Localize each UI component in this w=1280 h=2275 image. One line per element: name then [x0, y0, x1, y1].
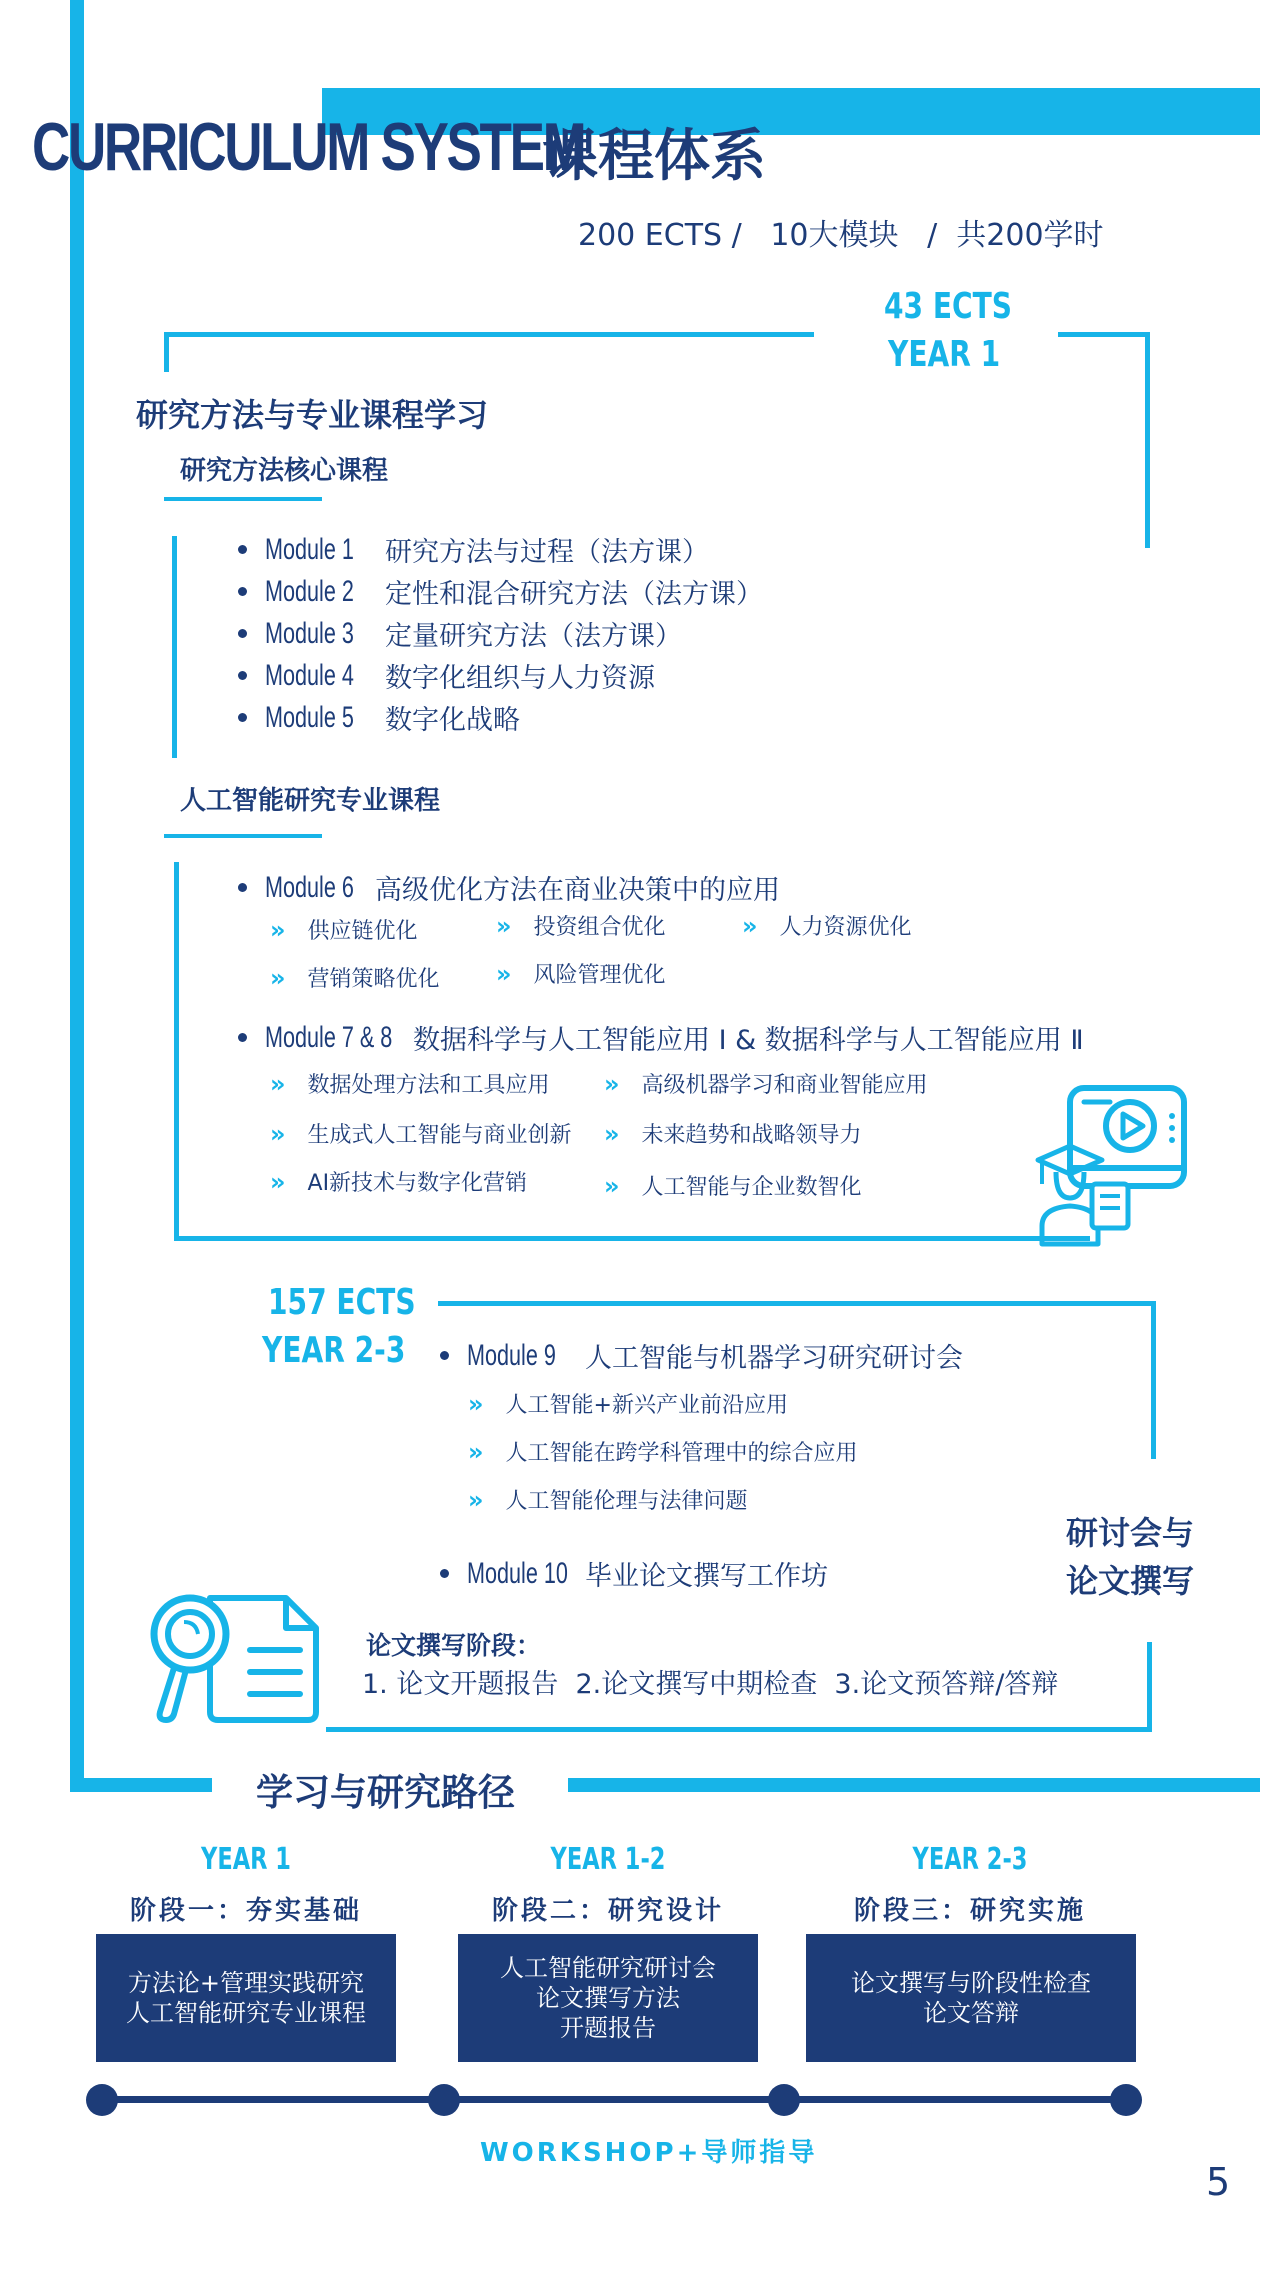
topic-item: » 营销策略优化 — [270, 963, 440, 992]
page-number: 5 — [1206, 2160, 1231, 2204]
ai-box-bottom — [174, 1236, 1090, 1241]
topic-item: » 人工智能与企业数智化 — [604, 1171, 862, 1200]
stage-box — [96, 1934, 396, 2062]
topic-item: » 生成式人工智能与商业创新 — [270, 1119, 572, 1148]
topic-item: » 供应链优化 — [270, 915, 418, 944]
page-title-cn: 课程体系 — [542, 124, 766, 189]
topic-item: » 未来趋势和战略领导力 — [604, 1119, 862, 1148]
timeline-dot — [1110, 2084, 1142, 2116]
topic-item: » 数据处理方法和工具应用 — [270, 1069, 550, 1098]
stage-line: 论文撰写与阶段性检查 — [851, 1969, 1091, 1997]
module-item: Module 6 高级优化方法在商业决策中的应用 — [238, 868, 780, 907]
stage-year: YEAR 2-3 — [912, 1842, 1028, 1877]
topic-item: » 风险管理优化 — [496, 959, 666, 988]
year1-bracket-right — [1145, 332, 1150, 548]
year23-bracket-top — [438, 1301, 1156, 1306]
core-heading-underline — [164, 497, 322, 501]
year1-bracket-top-left — [164, 332, 814, 337]
core-courses-heading: 研究方法核心课程 — [180, 456, 389, 486]
topic-item: » 人工智能+新兴产业前沿应用 — [468, 1389, 788, 1418]
core-list-rule — [172, 536, 177, 758]
topic-item: » 人工智能伦理与法律问题 — [468, 1485, 748, 1514]
timeline-dot — [86, 2084, 118, 2116]
stage-line: 论文答辩 — [923, 1999, 1019, 2027]
online-lecture-icon — [1030, 1080, 1192, 1248]
year1-bracket-left-tick — [164, 332, 169, 372]
timeline-dot — [428, 2084, 460, 2116]
seminar-label-line1: 研讨会与 — [1066, 1514, 1195, 1552]
stage-year: YEAR 1-2 — [550, 1842, 666, 1877]
module-item: Module 1 研究方法与过程（法方课） — [238, 530, 709, 569]
year23-bracket-right-lower — [1147, 1642, 1152, 1732]
ai-courses-heading: 人工智能研究专业课程 — [180, 786, 441, 816]
topic-item: » 投资组合优化 — [496, 911, 666, 940]
year23-ects: 157 ECTS — [268, 1282, 416, 1323]
module-item: Module 4 数字化组织与人力资源 — [238, 656, 655, 695]
stage-line: 开题报告 — [560, 2014, 656, 2042]
topic-item: » 人力资源优化 — [742, 911, 912, 940]
stage-line: 人工智能研究研讨会 — [500, 1954, 716, 1982]
seminar-label-line2: 论文撰写 — [1066, 1562, 1195, 1600]
ai-box-left — [174, 862, 179, 1240]
timeline-line — [102, 2096, 1126, 2103]
thesis-heading: 论文撰写阶段： — [366, 1631, 542, 1660]
bottom-frame-bar-right — [568, 1778, 1260, 1792]
year1-section-title: 研究方法与专业课程学习 — [136, 396, 489, 434]
thesis-steps: 1. 论文开题报告 2.论文撰写中期检查 3.论文预答辩/答辩 — [362, 1669, 1059, 1700]
topic-item: » AI新技术与数字化营销 — [270, 1167, 528, 1196]
stage-box — [806, 1934, 1136, 2062]
topic-item: » 人工智能在跨学科管理中的综合应用 — [468, 1437, 858, 1466]
module-item: Module 3 定量研究方法（法方课） — [238, 614, 682, 653]
timeline-dot — [768, 2084, 800, 2116]
curriculum-summary: 200 ECTS / 10大模块 / 共200学时 — [578, 218, 1104, 253]
page-title-en: CURRICULUM SYSTEM — [32, 109, 585, 185]
module-item: Module 7 & 8 数据科学与人工智能应用 Ⅰ & 数据科学与人工智能应用 Ⅱ — [238, 1018, 1084, 1057]
path-title: 学习与研究路径 — [256, 1771, 515, 1814]
module-item: Module 5 数字化战略 — [238, 698, 520, 737]
stage-title: 阶段三：研究实施 — [853, 1896, 1086, 1926]
left-frame-bar — [70, 0, 84, 1792]
ai-heading-underline — [164, 834, 322, 838]
year23-label: YEAR 2-3 — [262, 1330, 406, 1371]
stage-line: 方法论+管理实践研究 — [127, 1969, 365, 1997]
year23-bracket-right-upper — [1151, 1301, 1156, 1459]
bottom-frame-bar-left — [70, 1778, 212, 1792]
stage-title: 阶段二：研究设计 — [491, 1896, 724, 1926]
module-item: Module 10 毕业论文撰写工作坊 — [440, 1554, 828, 1593]
stage-year: YEAR 1 — [201, 1842, 291, 1877]
topic-item: » 高级机器学习和商业智能应用 — [604, 1069, 928, 1098]
year1-ects: 43 ECTS — [884, 286, 1013, 327]
document-search-icon — [146, 1588, 328, 1728]
stage-box — [458, 1934, 758, 2062]
stage-line: 人工智能研究专业课程 — [126, 1999, 366, 2027]
path-footer: WORKSHOP+导师指导 — [480, 2138, 818, 2168]
year23-bracket-bottom — [326, 1727, 1152, 1732]
module-item: Module 9 人工智能与机器学习研究研讨会 — [440, 1336, 963, 1375]
year1-bracket-top-right — [1058, 332, 1150, 337]
module-item: Module 2 定性和混合研究方法（法方课） — [238, 572, 763, 611]
stage-title: 阶段一：夯实基础 — [129, 1896, 362, 1926]
stage-line: 论文撰写方法 — [536, 1984, 680, 2012]
year1-label: YEAR 1 — [888, 334, 1001, 375]
